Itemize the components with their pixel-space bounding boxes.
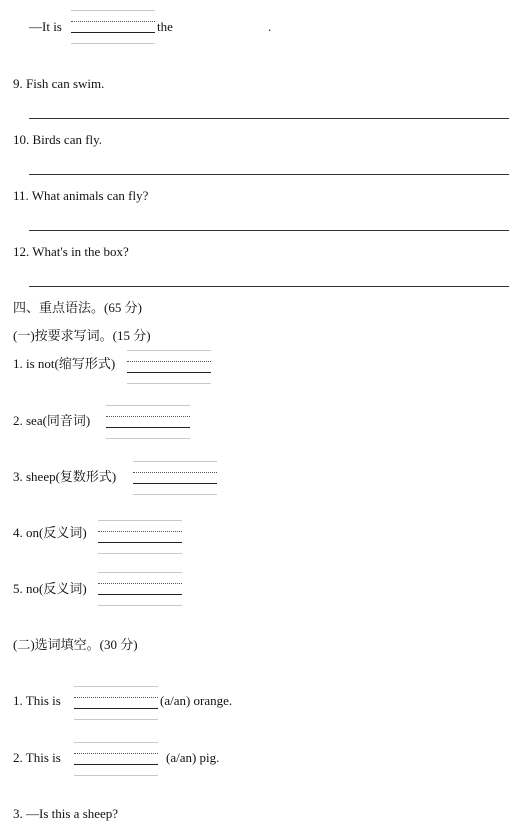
question-11: 11. What animals can fly? xyxy=(13,188,149,203)
fill-in-blank-4[interactable] xyxy=(98,520,182,554)
answer-line-11[interactable] xyxy=(29,230,509,231)
question-12: 12. What's in the box? xyxy=(13,244,129,259)
answer-line-9[interactable] xyxy=(29,118,509,119)
fill-in-blank-7[interactable] xyxy=(74,742,158,776)
part1-item-1: 1. is not(缩写形式) xyxy=(13,356,116,371)
fill-in-blank-5[interactable] xyxy=(98,572,182,606)
fill-in-blank-3[interactable] xyxy=(133,461,217,495)
fill-in-blank-6[interactable] xyxy=(74,686,158,720)
part1-title: (一)按要求写词。(15 分) xyxy=(13,328,151,343)
part2-title: (二)选词填空。(30 分) xyxy=(13,637,138,652)
answer-line-12[interactable] xyxy=(29,286,509,287)
part2-item-3: 3. —Is this a sheep? xyxy=(13,806,119,821)
fill-in-blank-2[interactable] xyxy=(106,405,190,439)
fill-in-blank-top[interactable] xyxy=(71,10,155,44)
dialogue-word: the xyxy=(157,19,173,34)
section-title: 四、重点语法。(65 分) xyxy=(13,300,142,315)
part1-item-2: 2. sea(同音词) xyxy=(13,413,91,428)
part1-item-4: 4. on(反义词) xyxy=(13,525,87,540)
part2-item-2-prefix: 2. This is xyxy=(13,750,61,765)
fill-in-blank-1[interactable] xyxy=(127,350,211,384)
part1-item-3: 3. sheep(复数形式) xyxy=(13,469,117,484)
part1-item-5: 5. no(反义词) xyxy=(13,581,87,596)
part2-item-1-suffix: (a/an) orange. xyxy=(160,693,233,708)
dialogue-period: . xyxy=(268,19,272,34)
part2-item-1-prefix: 1. This is xyxy=(13,693,61,708)
question-9: 9. Fish can swim. xyxy=(13,76,105,91)
answer-line-10[interactable] xyxy=(29,174,509,175)
question-10: 10. Birds can fly. xyxy=(13,132,103,147)
dialogue-prefix: —It is xyxy=(29,19,62,34)
part2-item-2-suffix: (a/an) pig. xyxy=(166,750,220,765)
